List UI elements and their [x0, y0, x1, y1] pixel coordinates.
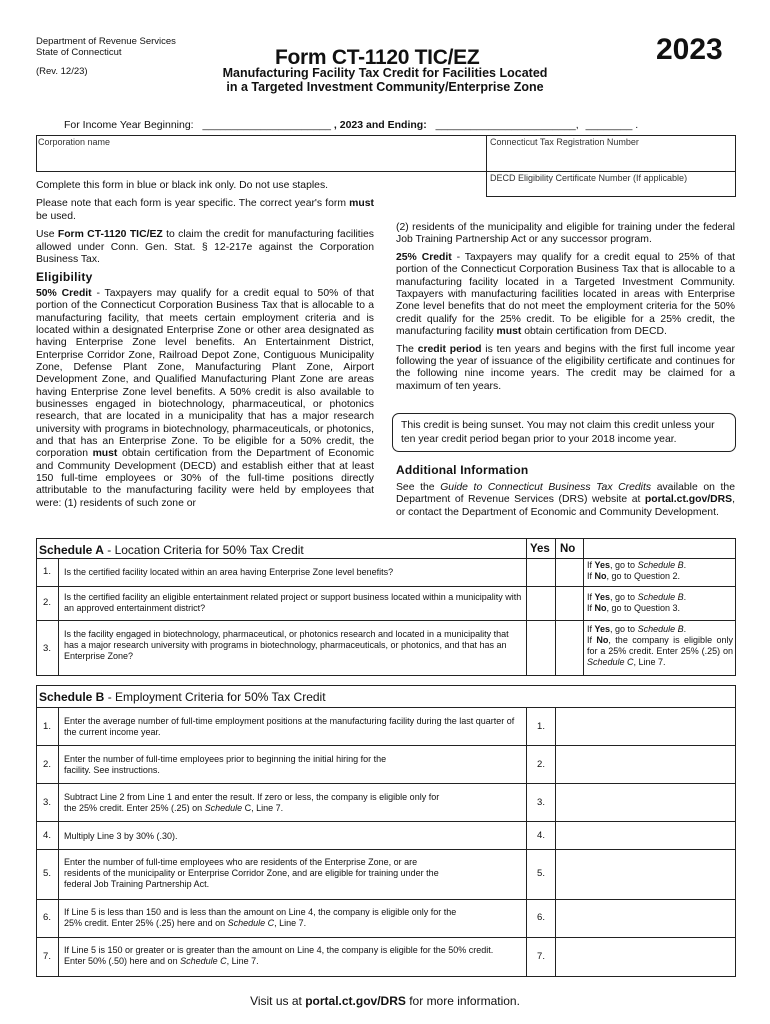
eligibility-heading: Eligibility	[36, 270, 93, 285]
schedule-a-instruction: If Yes, go to Schedule B. If No, the company is eligible only for a 25% credit. Enter 25% (.25) on Schedule C, Line 7.	[587, 624, 733, 667]
schedule-a-q3-no-box[interactable]	[556, 621, 583, 676]
footer-note: Visit us at portal.ct.gov/DRS for more information.	[250, 994, 520, 1008]
income-year-ending-field[interactable]: ________________________,	[435, 119, 579, 131]
divider	[36, 135, 37, 171]
yes-column-header: Yes	[530, 543, 550, 555]
schedule-a-row-number: 1.	[43, 566, 51, 577]
schedule-b-instruction: Enter the number of full-time employees who are residents of the Enterprise Zone, or are residents of the municipality or Enterprise Corridor Zone, and are eligible for training under the federal Job Training Partnership Act.	[64, 857, 439, 889]
schedule-b-line-number: 4.	[537, 830, 545, 841]
divider	[36, 586, 736, 587]
income-year-beginning-field[interactable]: ______________________	[202, 119, 331, 131]
revision-date: (Rev. 12/23)	[36, 66, 88, 77]
additional-info-text: See the Guide to Connecticut Business Tax Credits available on the Department of Revenue Services (DRS) website at portal.ct.gov/DRS, or contact the Department of Economic and Community Development.	[396, 482, 735, 518]
residents-text: (2) residents of the municipality and eligible for training under the federal Job Training Partnership Act or any successor program.	[396, 222, 735, 246]
divider	[58, 558, 59, 676]
schedule-a-title: Schedule A - Location Criteria for 50% Tax Credit	[39, 543, 304, 557]
income-year-ending-year-field[interactable]: ________ .	[585, 119, 639, 131]
sunset-notice: This credit is being sunset. You may not claim this credit unless your ten year credit period began prior to your 2018 income year.	[392, 413, 736, 452]
corporation-name-field[interactable]	[38, 137, 485, 170]
schedule-a-q2-yes-box[interactable]	[527, 587, 555, 620]
no-column-header: No	[560, 543, 576, 555]
schedule-a-question: Is the certified facility located within an area having Enterprise Zone level benefits?	[64, 567, 394, 577]
schedule-a-row-number: 2.	[43, 597, 51, 608]
additional-info-heading: Additional Information	[396, 463, 529, 477]
schedule-b-row-number: 4.	[43, 830, 51, 841]
schedule-b-line-number: 2.	[537, 759, 545, 770]
corporation-name-label: Corporation name	[38, 137, 111, 147]
schedule-a-instruction: If Yes, go to Schedule B. If No, go to Question 3.	[587, 592, 687, 613]
schedule-b-instruction: Enter the number of full-time employees prior to beginning the initial hiring for the facility. See instructions.	[64, 754, 387, 775]
form-subtitle: Manufacturing Facility Tax Credit for Facilities Located in a Targeted Investment Community/Enterprise Zone	[222, 66, 548, 94]
schedule-a-q3-yes-box[interactable]	[527, 621, 555, 676]
divider	[486, 196, 736, 197]
twenty-five-percent-credit-text: 25% Credit - Taxpayers may qualify for a credit equal to 25% of that portion of the Connecticut Corporation Business Tax that is allocable to a manufacturing facility located in a Targeted Investment Community. Taxpayers with manufacturing facilities located in areas with Enterprise Zone level benefits that do not meet the employment criteria for the 50% credit qualify for the 25% credit. To be eligible for a 25% credit, the manufacturing facility must obtain certification from DECD.	[396, 251, 735, 338]
schedule-b-row-number: 1.	[43, 721, 51, 732]
schedule-b-instruction: If Line 5 is less than 150 and is less than the amount on Line 4, the company is eligible only for the 25% credit. Enter 25% (.25) here and on Schedule C, Line 7.	[64, 907, 457, 928]
schedule-a-q1-yes-box[interactable]	[527, 559, 555, 586]
form-title: Form CT-1120 TIC/EZ	[275, 46, 480, 69]
form-usage-note: Use Form CT-1120 TIC/EZ to claim the credit for manufacturing facilities allowed under Conn. Gen. Stat. § 12-217e against the Corporation Business Tax.	[36, 229, 374, 266]
divider	[36, 620, 736, 621]
divider	[58, 707, 59, 977]
instructions-right-column	[396, 222, 735, 393]
schedule-b-line-5-field[interactable]	[556, 850, 735, 899]
decd-certificate-field[interactable]	[490, 173, 734, 195]
form-year: 2023	[656, 33, 723, 66]
schedule-b-line-2-field[interactable]	[556, 746, 735, 783]
schedule-b-row-number: 3.	[43, 797, 51, 808]
divider	[583, 538, 584, 676]
schedule-b-line-number: 6.	[537, 912, 545, 923]
income-year-ending-label: , 2023 and Ending:	[333, 119, 427, 131]
decd-certificate-label: DECD Eligibility Certificate Number (If applicable)	[490, 173, 688, 183]
divider	[486, 135, 487, 197]
divider	[735, 135, 736, 197]
schedule-b-line-number: 7.	[537, 951, 545, 962]
schedule-b-row-number: 2.	[43, 759, 51, 770]
schedule-b-line-4-field[interactable]	[556, 822, 735, 849]
schedule-a-instruction: If Yes, go to Schedule B. If No, go to Question 2.	[587, 560, 687, 581]
schedule-b-line-6-field[interactable]	[556, 900, 735, 937]
department-name: Department of Revenue Services State of Connecticut	[36, 36, 176, 58]
schedule-b-line-number: 1.	[537, 721, 545, 732]
drs-website-link[interactable]: portal.ct.gov/DRS	[305, 994, 406, 1008]
schedule-a-question: Is the facility engaged in biotechnology, pharmaceutical, or photonics research and located in a municipality that has a major research university with programs in biotechnology, pharmaceuticals, or photonics, and that has an Enterprise Zone?	[64, 629, 509, 661]
schedule-b-line-7-field[interactable]	[556, 938, 735, 976]
year-specific-note: Please note that each form is year specific. The correct year's form must be used.	[36, 198, 374, 222]
ct-tax-registration-label: Connecticut Tax Registration Number	[490, 137, 639, 147]
schedule-b-line-number: 5.	[537, 868, 545, 879]
schedule-b-row-number: 7.	[43, 951, 51, 962]
schedule-a-q1-no-box[interactable]	[556, 559, 583, 586]
schedule-b-row-number: 6.	[43, 912, 51, 923]
ct-tax-registration-field[interactable]	[490, 137, 734, 170]
schedule-b-instruction: Multiply Line 3 by 30% (.30).	[64, 831, 178, 841]
schedule-a-row-number: 3.	[43, 643, 51, 654]
schedule-b-title: Schedule B - Employment Criteria for 50% Tax Credit	[39, 690, 326, 704]
schedule-b-instruction: Enter the average number of full-time employment positions at the manufacturing facility during the last quarter of the current income year.	[64, 716, 515, 737]
schedule-b-instruction: Subtract Line 2 from Line 1 and enter the result. If zero or less, the company is eligible only for the 25% credit. Enter 25% (.25) on Schedule C, Line 7.	[64, 792, 440, 813]
divider	[36, 558, 736, 559]
schedule-a-question: Is the certified facility an eligible entertainment related project or support business located within a municipality with an approved entertainment district?	[64, 592, 522, 613]
ink-instruction: Complete this form in blue or black ink only. Do not use staples.	[36, 180, 329, 191]
income-year-line	[64, 119, 638, 131]
income-year-label: For Income Year Beginning:	[64, 119, 194, 131]
schedule-a-q2-no-box[interactable]	[556, 587, 583, 620]
divider	[486, 171, 736, 172]
schedule-b-line-1-field[interactable]	[556, 708, 735, 745]
schedule-b-row-number: 5.	[43, 868, 51, 879]
schedule-b-line-3-field[interactable]	[556, 784, 735, 821]
fifty-percent-credit-text: 50% Credit - Taxpayers may qualify for a credit equal to 50% of that portion of the Connecticut Corporation Business Tax that is allocable to a manufacturing facility, that meets certain employment criteria and is located within a designated Enterprise Zone or other area designated as having Enterprise Zone level benefits. An Entertainment District, Enterprise Corridor Zone, Railroad Depot Zone, Contiguous Municipality Zone, Defense Plant Zone, Manufacturing Plant Zone, Airport Development Zone, and Qualified Manufacturing Plant Zone are areas having Enterprise Zone level benefits. A 50% credit is also available to businesses engaged in biotechnology, pharmaceutical, or photonics research, that are located in a municipality that has a major research university with programs in biotechnology, pharmaceuticals, or photonics, and that has an Enterprise Zone. To be eligible for a 50% credit, the corporation must obtain certification from the Department of Economic and Community Development (DECD) and establish either that at least 150 full-time employees or 30% of the full-time positions directly attributable to the manufacturing facility were held by employees that were: (1) residents of such zone or	[36, 287, 375, 509]
schedule-b-instruction: If Line 5 is 150 or greater or is greater than the amount on Line 4, the company is eligible for the 50% credit. Enter 50% (.50) here and on Schedule C, Line 7.	[64, 945, 494, 966]
divider	[36, 135, 736, 136]
instructions-left-column	[36, 180, 374, 510]
schedule-b-line-number: 3.	[537, 797, 545, 808]
divider	[526, 707, 527, 977]
credit-period-text: The credit period is ten years and begins with the first full income year following the year of issuance of the eligibility certificate and continues for the following nine income years. The credit may be claimed for a maximum of ten years.	[396, 343, 736, 392]
divider	[36, 171, 487, 172]
